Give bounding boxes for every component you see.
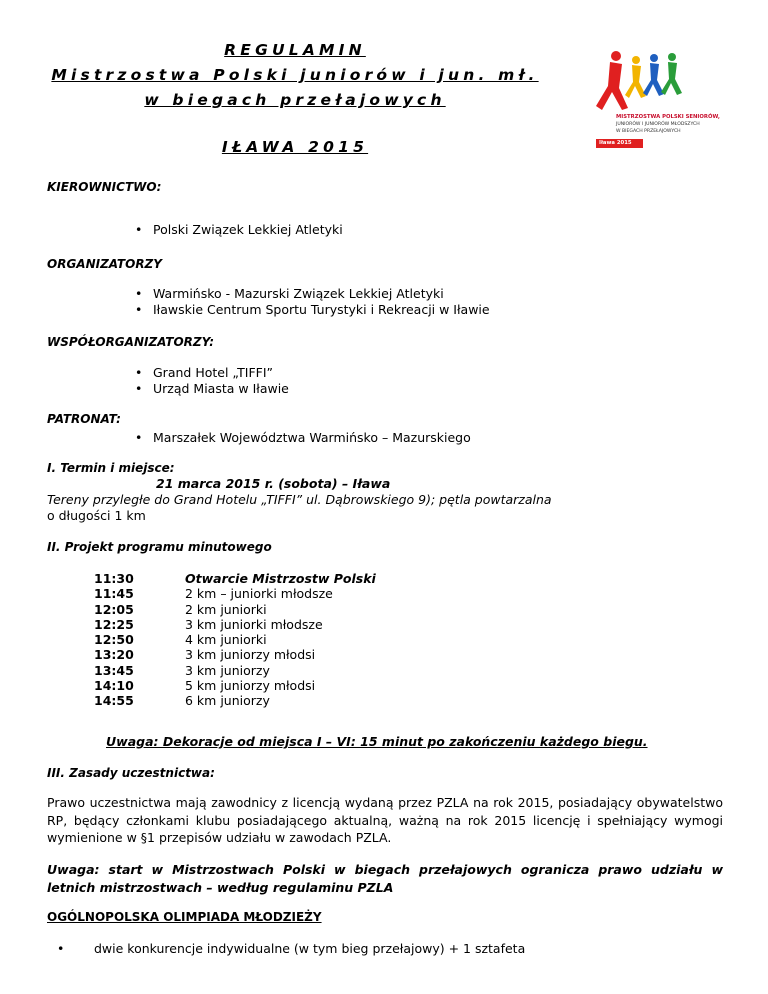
schedule-table [94, 571, 376, 709]
heading-zasady: III. Zasady uczestnictwa: [47, 766, 215, 780]
heading-organizatorzy: ORGANIZATORZY [47, 257, 162, 271]
event-logo [588, 48, 718, 148]
schedule-event: 3 km juniorzy młodsi [185, 647, 316, 663]
list-item: • Polski Związek Lekkiej Atletyki [153, 222, 343, 237]
program-note: Uwaga: Dekoracje od miejsca I – VI: 15 minut po zakończeniu każdego biegu. [106, 734, 648, 749]
title-city-year: IŁAWA 2015 [221, 138, 369, 156]
event-place-line1: Tereny przyległe do Grand Hotelu „TIFFI” ul. Dąbrowskiego 9); pętla powtarzalna [47, 492, 552, 507]
schedule-event: 2 km – juniorki młodsze [185, 586, 333, 602]
schedule-row [94, 602, 376, 617]
heading-program: II. Projekt programu minutowego [47, 540, 272, 554]
list-item: • Urząd Miasta w Iławie [153, 381, 289, 396]
heading-wspolorganizatorzy: WSPÓŁORGANIZATORZY: [47, 335, 215, 349]
schedule-event: 4 km juniorki [185, 632, 267, 648]
logo-text-1: MISTRZOSTWA POLSKI SENIORÓW, [616, 114, 720, 120]
event-place-line2: o długości 1 km [47, 508, 146, 523]
title-regulamin: REGULAMIN [224, 41, 366, 59]
schedule-time: 13:20 [94, 647, 134, 663]
title-discipline: w biegach przełajowych [144, 91, 446, 109]
schedule-event: 5 km juniorzy młodsi [185, 678, 316, 694]
heading-patronat: PATRONAT: [47, 412, 121, 426]
schedule-row [94, 647, 376, 662]
schedule-event: Otwarcie Mistrzostw Polski [185, 571, 376, 586]
schedule-time: 12:05 [94, 601, 134, 617]
schedule-row [94, 586, 376, 601]
schedule-time: 13:45 [94, 662, 134, 678]
zasady-note: Uwaga: start w Mistrzostwach Polski w biegach przełajowych ogranicza prawo udziału w letnich mistrzostwach – według regulaminu PZLA [47, 862, 723, 895]
schedule-time: 14:10 [94, 678, 134, 694]
schedule-row [94, 632, 376, 647]
heading-olimpiada: OGÓLNOPOLSKA OLIMPIADA MŁODZIEŻY [47, 910, 322, 924]
schedule-time: 11:30 [94, 571, 134, 586]
logo-text-2: JUNIORÓW I JUNIORÓW MŁODSZYCH [616, 122, 700, 127]
zasady-text: Prawo uczestnictwa mają zawodnicy z licencją wydaną przez PZLA na rok 2015, posiadający obywatelstwo RP, będący członkami klubu posiadającego aktualną, ważną na rok 2015 licencję i spełniający wymogi wymienione w §1 przepisów udziału w zawodach PZLA. [47, 795, 723, 845]
schedule-event: 6 km juniorzy [185, 693, 270, 709]
heading-kierownictwo: KIEROWNICTWO: [47, 180, 162, 194]
event-date: 21 marca 2015 r. (sobota) – Iława [156, 476, 391, 491]
list-item: • Marszałek Województwa Warmińsko – Mazurskiego [153, 430, 471, 445]
list-item: • Iławskie Centrum Sportu Turystyki i Rekreacji w Iławie [153, 302, 490, 317]
schedule-row [94, 693, 376, 708]
schedule-event: 3 km juniorzy [185, 662, 270, 678]
list-item [57, 941, 526, 956]
bullet-icon: • [57, 941, 65, 956]
logo-badge: Iława 2015 [596, 139, 643, 148]
list-item-text: dwie konkurencje indywidualne (w tym bieg przełajowy) + 1 sztafeta [94, 941, 526, 956]
schedule-row [94, 617, 376, 632]
schedule-row [94, 571, 376, 586]
heading-termin: I. Termin i miejsce: [47, 461, 175, 475]
schedule-time: 14:55 [94, 693, 134, 709]
schedule-event: 2 km juniorki [185, 601, 267, 617]
schedule-row [94, 663, 376, 678]
schedule-time: 12:25 [94, 616, 134, 632]
logo-text-3: W BIEGACH PRZEŁAJOWYCH [616, 129, 681, 134]
schedule-time: 12:50 [94, 632, 134, 648]
schedule-row [94, 678, 376, 693]
list-item: • Warmińsko - Mazurski Związek Lekkiej Atletyki [153, 286, 444, 301]
title-championship: Mistrzostwa Polski juniorów i jun. mł. [51, 66, 539, 84]
schedule-event: 3 km juniorki młodsze [185, 616, 323, 632]
list-item: • Grand Hotel „TIFFI” [153, 365, 273, 380]
schedule-time: 11:45 [94, 586, 134, 602]
